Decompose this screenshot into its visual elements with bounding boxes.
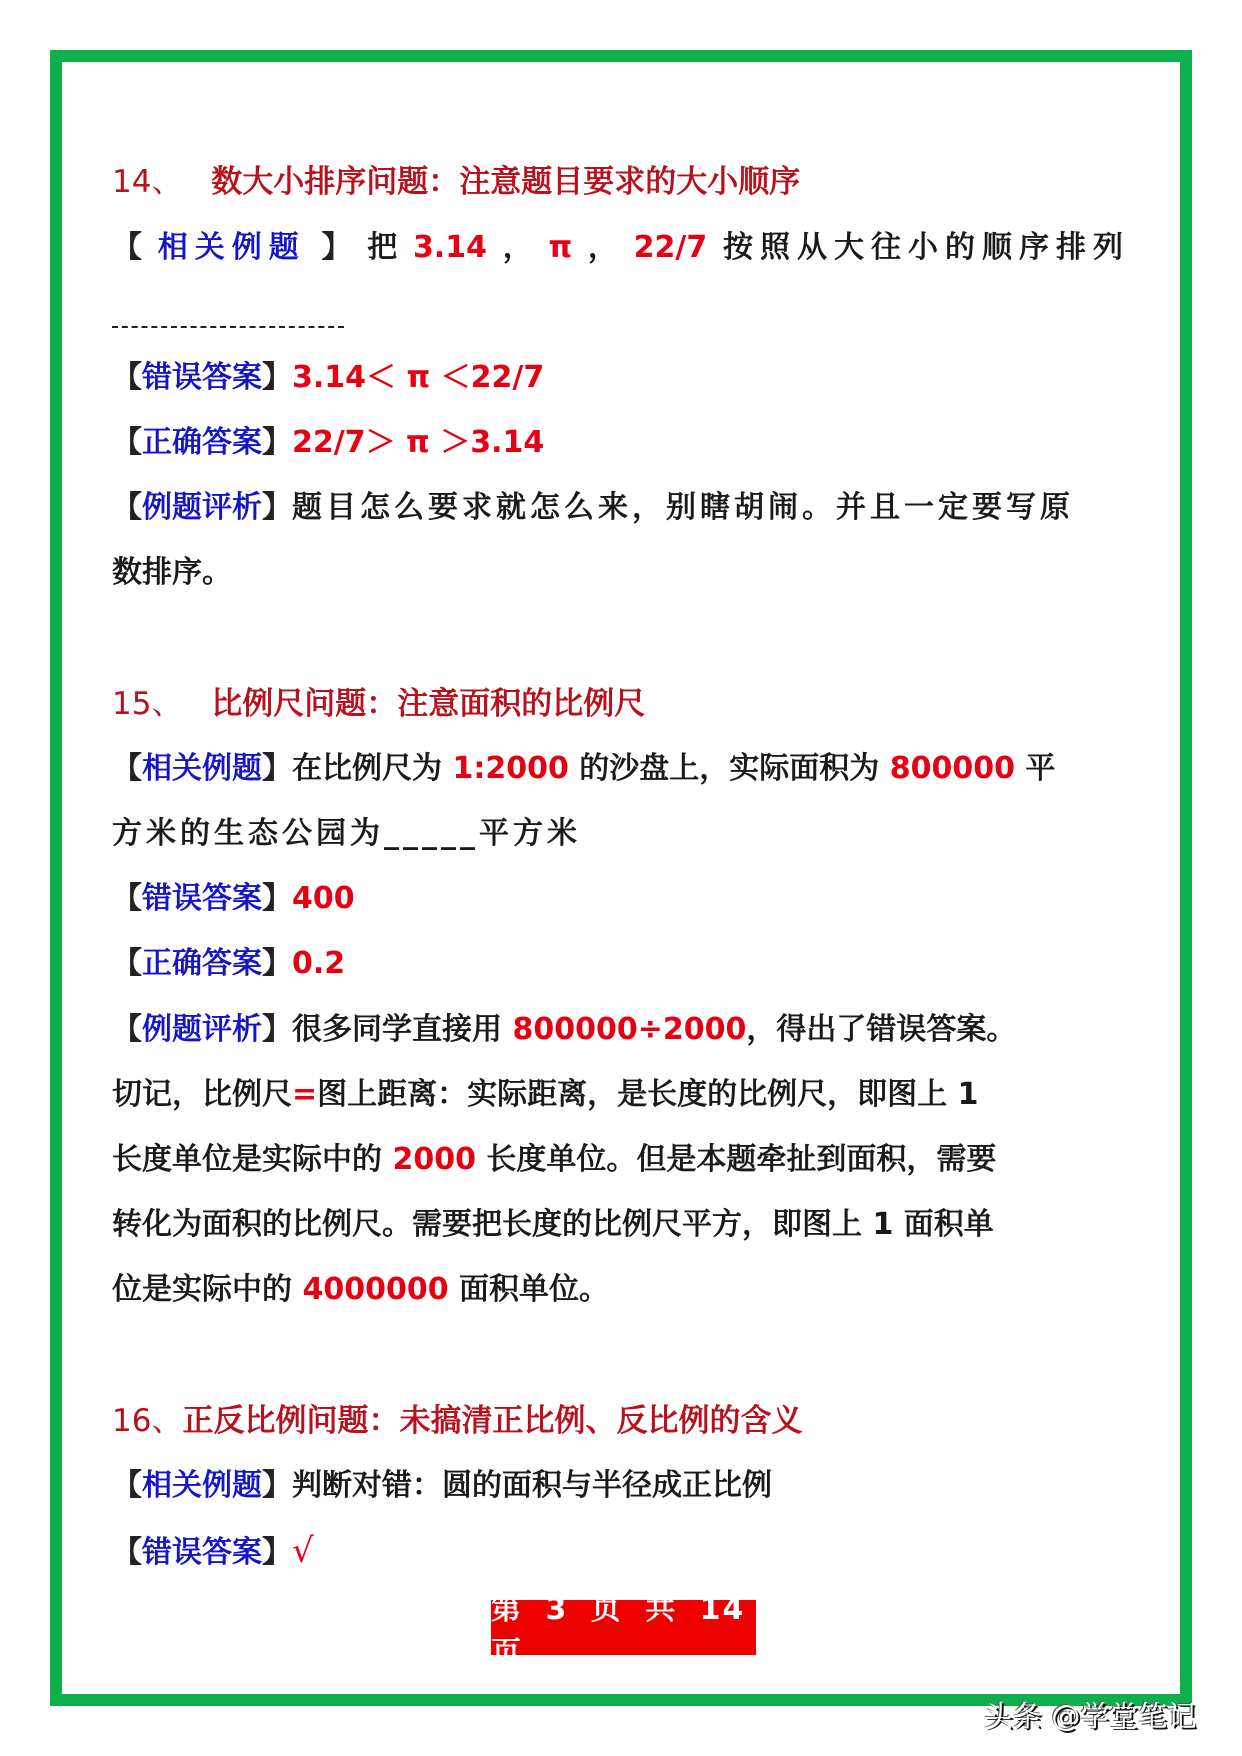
- wrong-answer-value: 400: [292, 881, 355, 916]
- value-4000000: 4000000: [302, 1272, 449, 1307]
- example-text: 判断对错：圆的面积与半径成正比例: [292, 1468, 772, 1503]
- analysis-text: 面积单位。: [448, 1272, 610, 1307]
- example-label: 相关例题: [142, 1468, 262, 1503]
- right-answer-label: 正确答案: [142, 946, 262, 981]
- page-number-badge: 第 3 页 共 14 页: [491, 1600, 756, 1655]
- bracket-open: 【: [112, 425, 142, 460]
- value-pi: π: [548, 230, 573, 265]
- section-15-analysis-line5: [112, 1265, 1130, 1315]
- bracket-open: 【: [112, 1468, 142, 1503]
- section-number: 16、: [112, 1403, 183, 1439]
- value-22-7: 22/7: [633, 230, 708, 265]
- section-15-analysis-line4: [112, 1200, 1130, 1250]
- bracket-close: 】: [262, 1012, 292, 1047]
- section-15-example: [112, 744, 1130, 794]
- section-14-example: [112, 223, 1130, 273]
- right-answer-value: 22/7＞ π ＞3.14: [292, 425, 545, 460]
- bracket-open: 【: [112, 360, 142, 395]
- bracket-close: 】: [321, 230, 352, 265]
- example-label: 相关例题: [142, 751, 262, 786]
- bracket-close: 】: [262, 360, 292, 395]
- value-division: 800000÷2000: [512, 1012, 747, 1047]
- bracket-close: 】: [262, 425, 292, 460]
- analysis-text: 图上距离：实际距离，是长度的比例尺，即图上 1: [317, 1077, 979, 1112]
- section-15-analysis-line3: [112, 1135, 1130, 1185]
- wrong-answer-label: 错误答案: [142, 360, 262, 395]
- section-15-right-answer: [112, 939, 1130, 989]
- bracket-open: 【: [112, 1535, 142, 1570]
- value-area: 800000: [889, 751, 1015, 786]
- value-3-14: 3.14: [412, 230, 487, 265]
- example-text: 的沙盘上，实际面积为: [568, 751, 890, 786]
- bracket-close: 】: [262, 946, 292, 981]
- value-scale: 1:2000: [452, 751, 569, 786]
- value-2000: 2000: [392, 1142, 476, 1177]
- section-14-analysis: [112, 483, 1130, 533]
- section-14-wrong-answer: [112, 353, 1130, 403]
- section-title: 比例尺问题：注意面积的比例尺: [211, 686, 646, 722]
- section-15-heading: [112, 679, 1130, 729]
- example-text: 在比例尺为: [292, 751, 453, 786]
- analysis-text: ，得出了错误答案。: [746, 1012, 1017, 1047]
- analysis-label: 例题评析: [142, 490, 262, 525]
- bracket-close: 】: [262, 881, 292, 916]
- analysis-text: 长度单位。但是本题牵扯到面积，需要: [475, 1142, 997, 1177]
- analysis-text: 位是实际中的: [112, 1272, 303, 1307]
- analysis-text: 长度单位是实际中的: [112, 1142, 393, 1177]
- bracket-open: 【: [112, 881, 142, 916]
- section-15-analysis-line2: [112, 1070, 1130, 1120]
- bracket-open: 【: [112, 946, 142, 981]
- analysis-text: 很多同学直接用: [292, 1012, 513, 1047]
- example-label: 相关例题: [157, 230, 306, 265]
- right-answer-value: 0.2: [292, 946, 346, 981]
- bracket-close: 】: [262, 751, 292, 786]
- section-14-right-answer: [112, 418, 1130, 468]
- example-text: 平: [1014, 751, 1056, 786]
- watermark: 头条 @学堂笔记: [984, 1699, 1197, 1733]
- section-16-wrong-answer: [112, 1526, 1130, 1576]
- section-title: 正反比例问题：未搞清正比例、反比例的含义: [182, 1403, 803, 1439]
- section-14-heading: [112, 157, 1130, 207]
- example-text: 按照从大往小的顺序排列: [722, 230, 1130, 265]
- bracket-open: 【: [112, 490, 142, 525]
- bracket-open: 【: [112, 230, 142, 265]
- section-16-example: [112, 1461, 1130, 1511]
- comma: ，: [502, 230, 533, 265]
- section-14-analysis-cont: [112, 548, 1130, 598]
- checkmark-icon: √: [292, 1531, 314, 1571]
- bracket-open: 【: [112, 751, 142, 786]
- wrong-answer-label: 错误答案: [142, 1535, 262, 1570]
- example-text: 方米的生态公园为_____平方米: [112, 816, 581, 851]
- section-number: 15、: [112, 686, 183, 722]
- wrong-answer-label: 错误答案: [142, 881, 262, 916]
- section-15-example-cont: [112, 809, 1130, 859]
- bracket-close: 】: [262, 1468, 292, 1503]
- equals-sign: =: [292, 1077, 318, 1112]
- analysis-text: 题目怎么要求就怎么来，别瞎胡闹。并且一定要写原: [292, 490, 1074, 525]
- bracket-open: 【: [112, 1012, 142, 1047]
- answer-blank-line: [112, 326, 344, 328]
- analysis-text: 切记，比例尺: [112, 1077, 292, 1112]
- wrong-answer-value: 3.14＜ π ＜22/7: [292, 360, 545, 395]
- bracket-close: 】: [262, 490, 292, 525]
- analysis-text: 数排序。: [112, 555, 232, 590]
- section-number: 14、: [112, 164, 183, 200]
- comma: ，: [587, 230, 618, 265]
- analysis-text: 转化为面积的比例尺。需要把长度的比例尺平方，即图上 1 面积单: [112, 1207, 994, 1242]
- section-title: 数大小排序问题：注意题目要求的大小顺序: [211, 164, 801, 200]
- section-15-wrong-answer: [112, 874, 1130, 924]
- bracket-close: 】: [262, 1535, 292, 1570]
- analysis-label: 例题评析: [142, 1012, 262, 1047]
- section-15-analysis: [112, 1005, 1130, 1055]
- example-text: 把: [367, 230, 398, 265]
- section-16-heading: [112, 1396, 1130, 1446]
- right-answer-label: 正确答案: [142, 425, 262, 460]
